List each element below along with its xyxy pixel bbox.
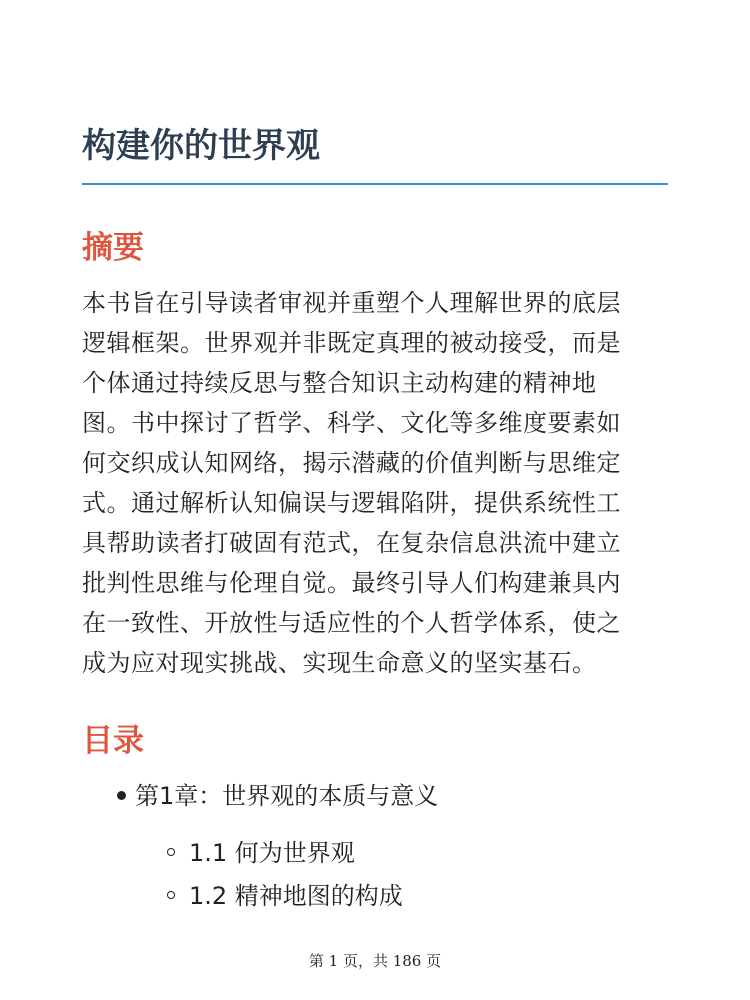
abstract-heading: 摘要 <box>82 230 144 266</box>
abstract-line: 逻辑框架。世界观并非既定真理的被动接受，而是 <box>82 329 621 357</box>
abstract-line: 何交织成认知网络，揭示潜藏的价值判断与思维定 <box>82 449 621 477</box>
abstract-line: 图。书中探讨了哲学、科学、文化等多维度要素如 <box>82 409 621 437</box>
circle-bullet-icon <box>167 891 175 899</box>
toc-section-label: 1.1 何为世界观 <box>189 839 355 867</box>
abstract-line: 批判性思维与伦理自觉。最终引导人们构建兼具内 <box>82 569 621 597</box>
toc-chapter-label: 第1章：世界观的本质与意义 <box>135 782 439 810</box>
circle-bullet-icon <box>167 848 175 856</box>
page-number: 第 1 页，共 186 页 <box>308 952 442 970</box>
toc-chapter-item[interactable] <box>135 776 438 816</box>
document-title: 构建你的世界观 <box>82 126 320 166</box>
abstract-body <box>82 283 668 683</box>
abstract-line: 在一致性、开放性与适应性的个人哲学体系，使之 <box>82 609 621 637</box>
abstract-line: 个体通过持续反思与整合知识主动构建的精神地 <box>82 369 597 397</box>
disc-bullet-icon <box>117 791 126 800</box>
toc-section-label: 1.2 精神地图的构成 <box>189 882 403 910</box>
toc-heading: 目录 <box>82 723 144 759</box>
abstract-line: 本书旨在引导读者审视并重塑个人理解世界的底层 <box>82 289 621 317</box>
abstract-line: 具帮助读者打破固有范式，在复杂信息洪流中建立 <box>82 529 621 557</box>
abstract-line: 成为应对现实挑战、实现生命意义的坚实基石。 <box>82 649 597 677</box>
title-divider <box>82 183 668 185</box>
abstract-line: 式。通过解析认知偏误与逻辑陷阱，提供系统性工 <box>82 489 621 517</box>
toc-section-item[interactable] <box>189 876 403 916</box>
toc-section-item[interactable] <box>189 833 355 873</box>
